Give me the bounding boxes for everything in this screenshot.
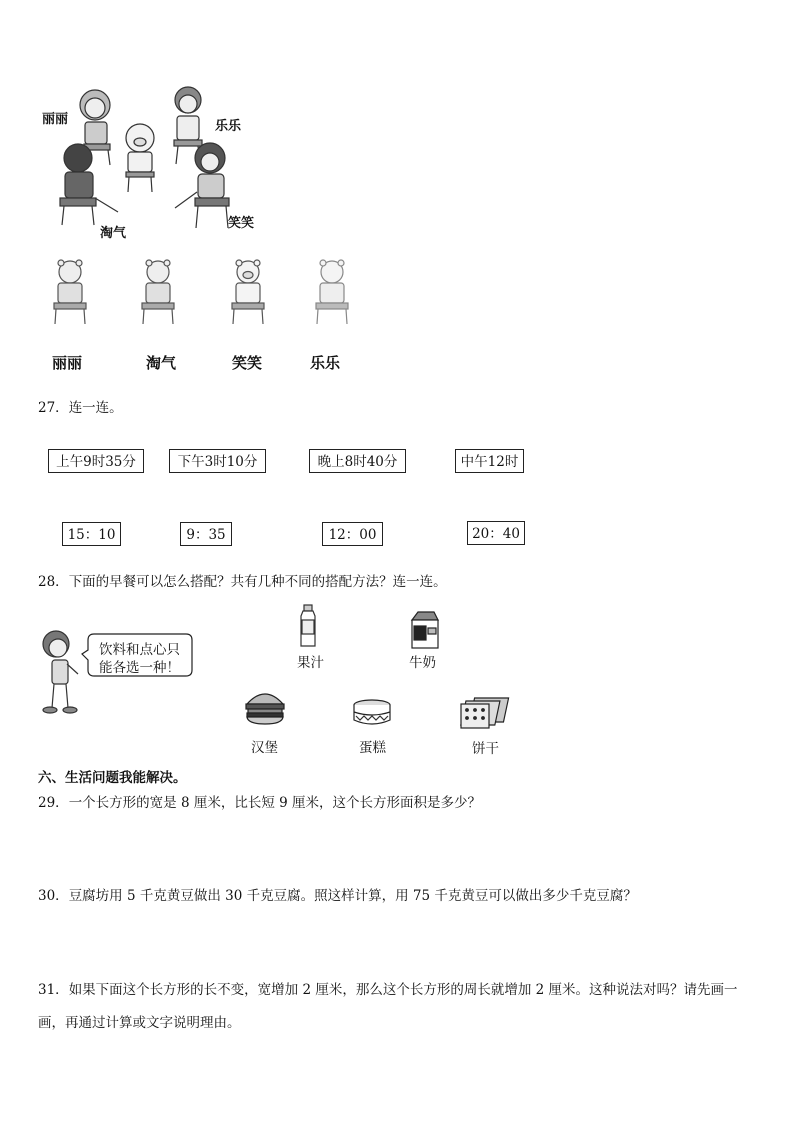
kid-name-lele: 乐乐 <box>215 119 242 134</box>
snack-label-cake: 蛋糕 <box>359 740 386 756</box>
question-29-text: 一个长方形的宽是 8 厘米，比长短 9 厘米，这个长方形面积是多少？ <box>68 795 482 811</box>
boy-figure <box>34 628 86 716</box>
pig-view-1-figure <box>50 260 90 326</box>
pig-view-label-1: 丽丽 <box>52 354 83 372</box>
pig-view-label-3: 笑笑 <box>232 354 263 372</box>
question-31-line-1 <box>38 978 738 998</box>
question-29 <box>38 791 481 811</box>
time-box-top-2[interactable]: 下午3时10分 <box>169 449 266 473</box>
question-27 <box>38 396 123 416</box>
question-28-number: 28． <box>38 574 69 590</box>
pig-center-figure <box>126 124 154 192</box>
kid-name-lili: 丽丽 <box>42 112 69 127</box>
question-31-text-1: 如果下面这个长方形的长不变，宽增加 2 厘米，那么这个长方形的周长就增加 2 厘米。这种说法对吗？请先画一 <box>68 982 738 998</box>
time-box-top-4[interactable]: 中午12时 <box>455 449 524 473</box>
time-box-bottom-2[interactable]: 9：35 <box>180 522 232 546</box>
question-29-number: 29． <box>38 795 69 811</box>
question-28-text: 下面的早餐可以怎么搭配？共有几种不同的搭配方法？连一连。 <box>68 574 447 590</box>
section-6-title: 六、生活问题我能解决。 <box>38 770 187 786</box>
question-27-number: 27． <box>38 400 69 416</box>
hamburger-icon <box>244 686 286 726</box>
cake-icon <box>352 698 392 728</box>
time-box-bottom-4[interactable]: 20：40 <box>467 521 525 545</box>
snack-label-hamburger: 汉堡 <box>251 740 278 756</box>
milk-carton-icon <box>408 610 440 650</box>
snack-label-biscuits: 饼干 <box>472 741 499 757</box>
speech-bubble-line-2: 能各选一种！ <box>99 660 180 676</box>
pig-view-2-figure <box>138 260 178 326</box>
pig-view-4-figure <box>312 260 352 326</box>
speech-bubble-line-1: 饮料和点心只 <box>99 642 180 658</box>
question-30-number: 30． <box>38 888 69 904</box>
question-30-text: 豆腐坊用 5 千克黄豆做出 30 千克豆腐。照这样计算，用 75 千克黄豆可以做出多少千克豆腐？ <box>68 888 637 904</box>
kid-name-xiaoxiao: 笑笑 <box>228 216 255 231</box>
question-27-text: 连一连。 <box>68 400 123 416</box>
pig-view-label-2: 淘气 <box>146 354 177 372</box>
time-box-top-3[interactable]: 晚上8时40分 <box>309 449 406 473</box>
biscuits-icon <box>455 696 513 730</box>
question-31-number: 31． <box>38 982 69 998</box>
drink-label-milk: 牛奶 <box>409 655 436 671</box>
drink-label-juice: 果汁 <box>297 655 324 671</box>
question-28 <box>38 570 447 590</box>
girl-xiaoxiao-figure <box>175 143 229 228</box>
time-box-bottom-3[interactable]: 12：00 <box>322 522 383 546</box>
time-box-top-1[interactable]: 上午9时35分 <box>48 449 144 473</box>
time-box-bottom-1[interactable]: 15：10 <box>62 522 121 546</box>
pig-view-label-4: 乐乐 <box>310 354 341 372</box>
question-31-line-2: 画，再通过计算或文字说明理由。 <box>38 1015 241 1031</box>
juice-bottle-icon <box>299 604 317 648</box>
pig-view-3-figure <box>228 260 268 326</box>
kid-name-taoqi: 淘气 <box>100 226 127 241</box>
question-30 <box>38 884 637 904</box>
